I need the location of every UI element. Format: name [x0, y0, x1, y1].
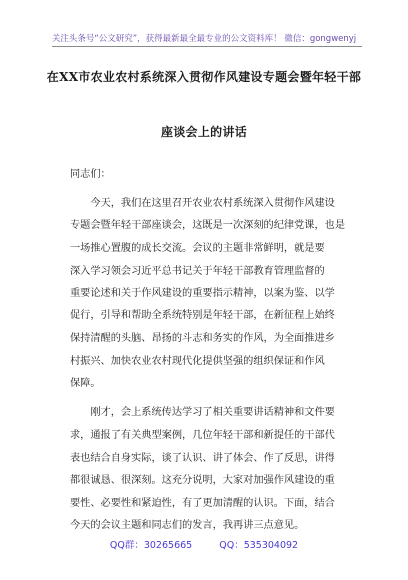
header-divider — [52, 46, 362, 47]
footer-contact — [0, 537, 408, 551]
body-line: 求，通报了有关典型案例，几位年轻干部和新提任的干部代 — [70, 430, 335, 441]
body-line: 今天，我们在这里召开农业农村系统深入贯彻作风建设 — [70, 198, 335, 209]
body-line: 村振兴、加快农业农村现代化提供坚强的组织保证和作风 — [70, 356, 325, 367]
body-line: 一场推心置腹的成长交流。会议的主题非常鲜明，就是要 — [70, 243, 325, 254]
body-line: 专题会暨年轻干部座谈会，这既是一次深刻的纪律党课，也是 — [70, 220, 346, 231]
body-line: 要性、必要性和紧迫性，有了更加清醒的认识。下面，结合 — [70, 498, 335, 509]
footer-qq: QQ：535304092 — [219, 540, 299, 551]
header-banner: 关注头条号“公文研究”，获得最新最全最专业的公文资料库！ 微信：gongwenyj — [51, 34, 357, 44]
body-line: 今天的会议主题和同志们的发言，我再讲三点意见。 — [70, 520, 305, 531]
body-line: 同志们： — [70, 169, 111, 180]
document-title-line-2: 座谈会上的讲话 — [160, 125, 248, 139]
body-line: 深入学习领会习近平总书记关于年轻干部教育管理监督的 — [70, 266, 325, 277]
body-line: 重要论述和关于作风建设的重要指示精神，以案为鉴、以学 — [70, 288, 335, 299]
body-line: 刚才，会上系统传达学习了相关重要讲话精神和文件要 — [70, 407, 335, 418]
body-line: 保持清醒的头脑、昂扬的斗志和务实的作风，为全面推进乡 — [70, 333, 335, 344]
body-line: 保障。 — [70, 378, 101, 389]
document-title-line-1: 在XX市农业农村系统深入贯彻作风建设专题会暨年轻干部 — [46, 70, 362, 84]
body-line: 促行，引导和帮助全系统特别是年轻干部，在新征程上始终 — [70, 310, 335, 321]
body-line: 都很诚恳、很深刻。这充分说明，大家对加强作风建设的重 — [70, 475, 335, 486]
footer-qq-group: QQ群：30265665 — [109, 540, 193, 551]
body-line: 表也结合自身实际，谈了认识、讲了体会、作了反思，讲得 — [70, 453, 335, 464]
